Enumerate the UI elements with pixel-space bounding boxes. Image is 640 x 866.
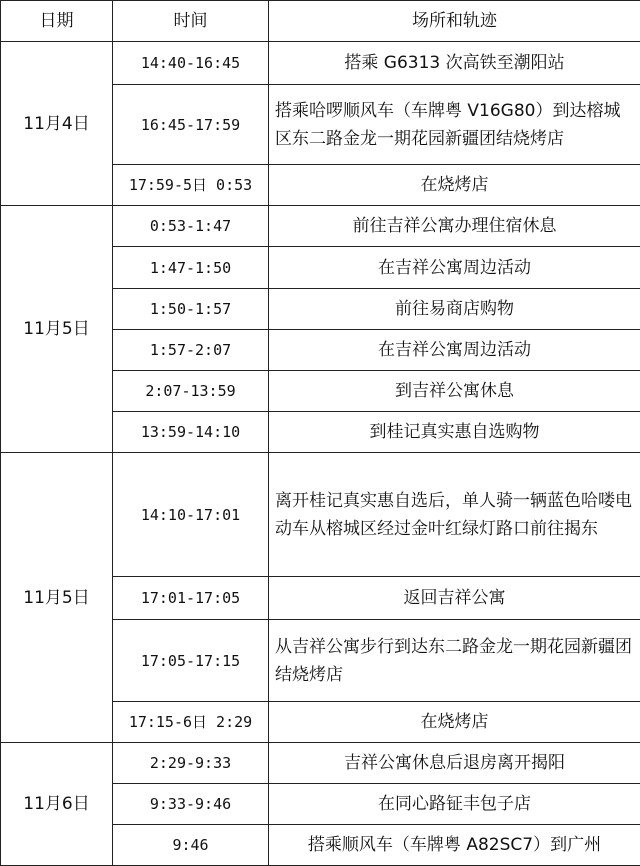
table-row [1, 42, 640, 85]
place-cell: 在吉祥公寓周边活动 [269, 330, 640, 371]
header-row [1, 1, 640, 42]
place-cell: 返回吉祥公寓 [269, 577, 640, 620]
time-cell: 1:57-2:07 [113, 330, 269, 371]
time-cell: 2:29-9:33 [113, 743, 269, 784]
time-cell: 17:01-17:05 [113, 577, 269, 620]
header-time: 时间 [113, 1, 269, 42]
time-cell: 1:50-1:57 [113, 289, 269, 330]
date-cell: 11月4日 [1, 42, 113, 206]
time-cell: 0:53-1:47 [113, 206, 269, 247]
place-cell: 从吉祥公寓步行到达东二路金龙一期花园新疆团结烧烤店 [269, 620, 640, 702]
place-cell: 到吉祥公寓休息 [269, 371, 640, 412]
date-cell: 11月6日 [1, 743, 113, 866]
time-cell: 14:10-17:01 [113, 453, 269, 577]
place-cell: 前往吉祥公寓办理住宿休息 [269, 206, 640, 247]
place-cell: 搭乘顺风车（车牌粤 A82SC7）到广州 [269, 825, 640, 866]
place-cell: 离开桂记真实惠自选后，单人骑一辆蓝色哈喽电动车从榕城区经过金叶红绿灯路口前往揭东 [269, 453, 640, 577]
time-cell: 14:40-16:45 [113, 42, 269, 85]
place-cell: 吉祥公寓休息后退房离开揭阳 [269, 743, 640, 784]
time-cell: 17:59-5日 0:53 [113, 165, 269, 206]
time-cell: 16:45-17:59 [113, 85, 269, 165]
time-cell: 9:33-9:46 [113, 784, 269, 825]
time-cell: 17:05-17:15 [113, 620, 269, 702]
place-cell: 搭乘哈啰顺风车（车牌粤 V16G80）到达榕城区东二路金龙一期花园新疆团结烧烤店 [269, 85, 640, 165]
time-cell: 2:07-13:59 [113, 371, 269, 412]
place-cell: 在同心路钲丰包子店 [269, 784, 640, 825]
place-cell: 前往易商店购物 [269, 289, 640, 330]
time-cell: 13:59-14:10 [113, 412, 269, 453]
place-cell: 搭乘 G6313 次高铁至潮阳站 [269, 42, 640, 85]
table-row [1, 743, 640, 784]
table-row [1, 206, 640, 247]
date-cell: 11月5日 [1, 453, 113, 743]
date-cell: 11月5日 [1, 206, 113, 453]
place-cell: 在吉祥公寓周边活动 [269, 247, 640, 289]
table-row [1, 453, 640, 577]
place-cell: 到桂记真实惠自选购物 [269, 412, 640, 453]
header-place: 场所和轨迹 [269, 1, 640, 42]
time-cell: 1:47-1:50 [113, 247, 269, 289]
place-cell: 在烧烤店 [269, 702, 640, 743]
header-date: 日期 [1, 1, 113, 42]
time-cell: 9:46 [113, 825, 269, 866]
time-cell: 17:15-6日 2:29 [113, 702, 269, 743]
place-cell: 在烧烤店 [269, 165, 640, 206]
